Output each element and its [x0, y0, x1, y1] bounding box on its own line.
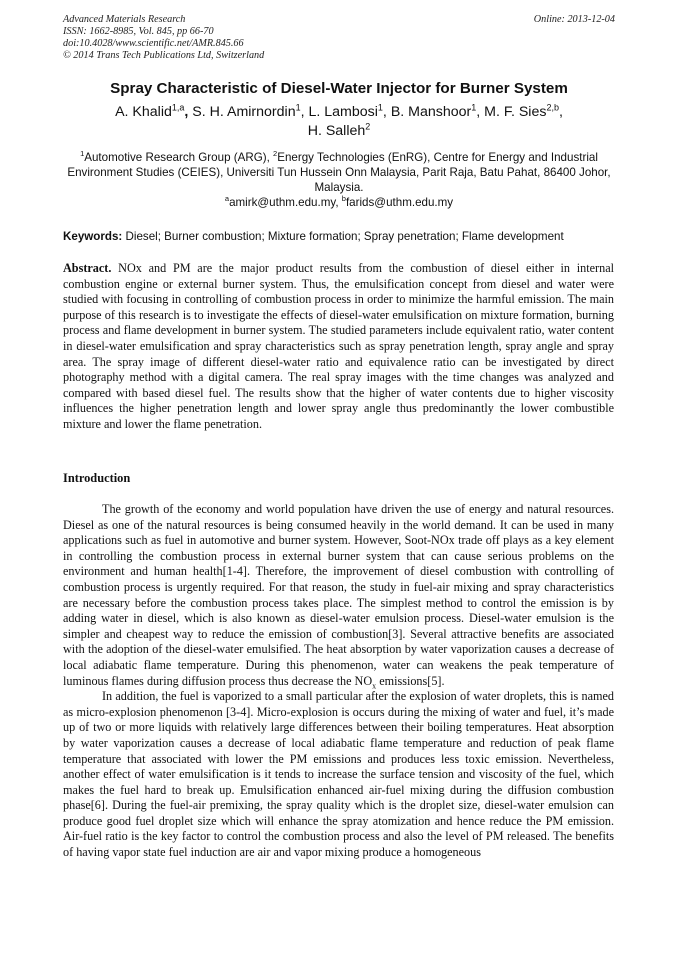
- author-affil-mark: 1: [471, 102, 477, 113]
- affil-group-1: Automotive Research Group (ARG),: [84, 151, 270, 164]
- author: [308, 123, 371, 139]
- keywords: [63, 229, 623, 244]
- author-name: M. F. Sies: [484, 104, 547, 120]
- copyright-line: © 2014 Trans Tech Publications Ltd, Switzerland: [63, 50, 265, 61]
- author-name: L. Lambosi: [308, 104, 378, 120]
- author-affil-mark: 2,b: [546, 102, 559, 113]
- online-date: Online: 2013-12-04: [533, 14, 615, 25]
- introduction-body: [63, 502, 614, 861]
- email-mark: b: [341, 194, 346, 204]
- paper-title: Spray Characteristic of Diesel-Water Injector for Burner System: [110, 80, 568, 97]
- author-affil-mark: 1: [377, 102, 383, 113]
- keywords-label: Keywords:: [63, 230, 123, 243]
- subscript: x: [372, 680, 377, 690]
- journal-header: [63, 14, 615, 62]
- author: [391, 104, 476, 120]
- author-list: A. Khalid$^{1,a}$, S. H. Amirnordin$^1$, L. Lambosi$^1$, B. Manshoor$^1$, M. F. Sies$^{2,b}$, H. Salleh$^2$: [115, 102, 563, 139]
- paragraph-text: The growth of the economy and world population have driven the use of energy and natural resources. Diesel as one of the natural resources is being consumed heavily in the world demand. It can be used in many applications such as fuel in automotive and burner system. However, Soot-NOx trade off plays as a key element in controlling the combustion process in external burner system that can cause serious problems on the environment and human health[1-4]. Therefore, the improvement of diesel combustion with controlling of combustion process is urgently required. For that reason, the study in fuel-air mixing and spray characteristics are necessary before the combustion process takes place. The simplest method to control the emission is by adding water in diesel, which is also known as diesel-water emulsion process. Diesel-water emulsion is the simpler and cheapest way to reduce the emission of combustion[3]. Several attractive benefits are associated with the adoption of the diesel-water emulsified. The heat absorption by water vaporization causes a decrease of local adiabatic flame temperature. During this phenomenon, water can weakens the peak temperature of luminous flames during diffusion process thus decrease the NO: [63, 502, 614, 688]
- author: [115, 104, 184, 120]
- section-heading: Introduction: [63, 471, 131, 485]
- abstract: [63, 261, 614, 433]
- email-mark: a: [224, 194, 230, 204]
- author: [484, 104, 559, 120]
- affil-mark: 2: [273, 149, 278, 159]
- affil-group-2: Energy Technologies (EnRG), Centre for Energy and Industrial Environment Studies (CEIES), Universiti Tun Hussein Onn Malaysia, Parit Raja, Batu Pahat, 86400 Johor, Malaysia.: [67, 151, 611, 194]
- doi-line: doi:10.4028/www.scientific.net/AMR.845.66: [63, 38, 244, 49]
- email-a: amirk@uthm.edu.my,: [229, 196, 339, 209]
- keywords-text: Diesel; Burner combustion; Mixture formation; Spray penetration; Flame development: [125, 230, 564, 243]
- author-name: H. Salleh: [307, 123, 366, 139]
- email-b: farids@uthm.edu.my: [345, 196, 454, 209]
- paragraph: [63, 502, 614, 689]
- author-name: B. Manshoor: [390, 104, 472, 120]
- paragraph: In addition, the fuel is vaporized to a small particular after the explosion of water droplets, this is named as micro-explosion phenomenon [3-4]. Micro-explosion is occurs during the mixing of water and fuel, it’s made up of two or more liquids with relatively large differences between their boiling temperatures. Heat absorption by water vaporization causes a decrease of local adiabatic flame temperature and reduction of peak flame temperature that associated with lower the PM emissions and produces less toxic emission. Nevertheless, another effect of water emulsification is it tends to increase the surface tension and viscosity of the fuel, which makes the fuel hard to break up. Emulsification enhanced air-fuel mixing during the diffusion combustion phase[6]. During the fuel-air premixing, the spray quality which is the droplet size, diesel-water emulsion can produce good fuel droplet size which will enhance the spray atomization and hence reduce the PM emission. Air-fuel ratio is the key factor to control the combustion process and also the level of PM released. The benefits of having vapor state fuel induction are air and vapor mixing produce a homogeneous: [63, 689, 614, 860]
- abstract-text: NOx and PM are the major product results from the combustion of diesel either in internal combustion engine or external burner system. Thus, the emulsification concept from diesel and water were studied with focusing in controlling of combustion process in order to minimize the harmful emission. The main purpose of this research is to investigate the effects of diesel-water emulsification on mixture formation, burning process and flame development in burner system. The studied parameters include equivalent ratio, water content in diesel-water emulsification and spray characteristics such as spray penetration length, spray angle and spray area. The spray image of different diesel-water ratio and equivalence ratio can be investigated by direct photography method with a digital camera. The real spray images with the time changes was analyzed and compared with based diesel fuel. The results show that the higher of water contents due to higher viscosity influences the higher penetration length and lower spray angle thus predominantly the lower combustible mixture and lower the flame penetration.: [63, 261, 614, 431]
- affiliations: [55, 150, 623, 210]
- journal-name: Advanced Materials Research: [63, 14, 186, 25]
- author-name: A. Khalid: [115, 104, 172, 120]
- affil-mark: 1: [80, 149, 85, 159]
- author: [192, 104, 300, 120]
- author-affil-mark: 1: [295, 102, 301, 113]
- author: [309, 104, 383, 120]
- author-affil-mark: 1,a: [171, 102, 185, 113]
- author-affil-mark: 2: [365, 121, 371, 132]
- author-name: S. H. Amirnordin: [192, 104, 296, 120]
- paragraph-text: emissions[5].: [376, 673, 445, 688]
- issn-line: ISSN: 1662-8985, Vol. 845, pp 66-70: [63, 26, 214, 37]
- abstract-label: Abstract.: [63, 261, 112, 275]
